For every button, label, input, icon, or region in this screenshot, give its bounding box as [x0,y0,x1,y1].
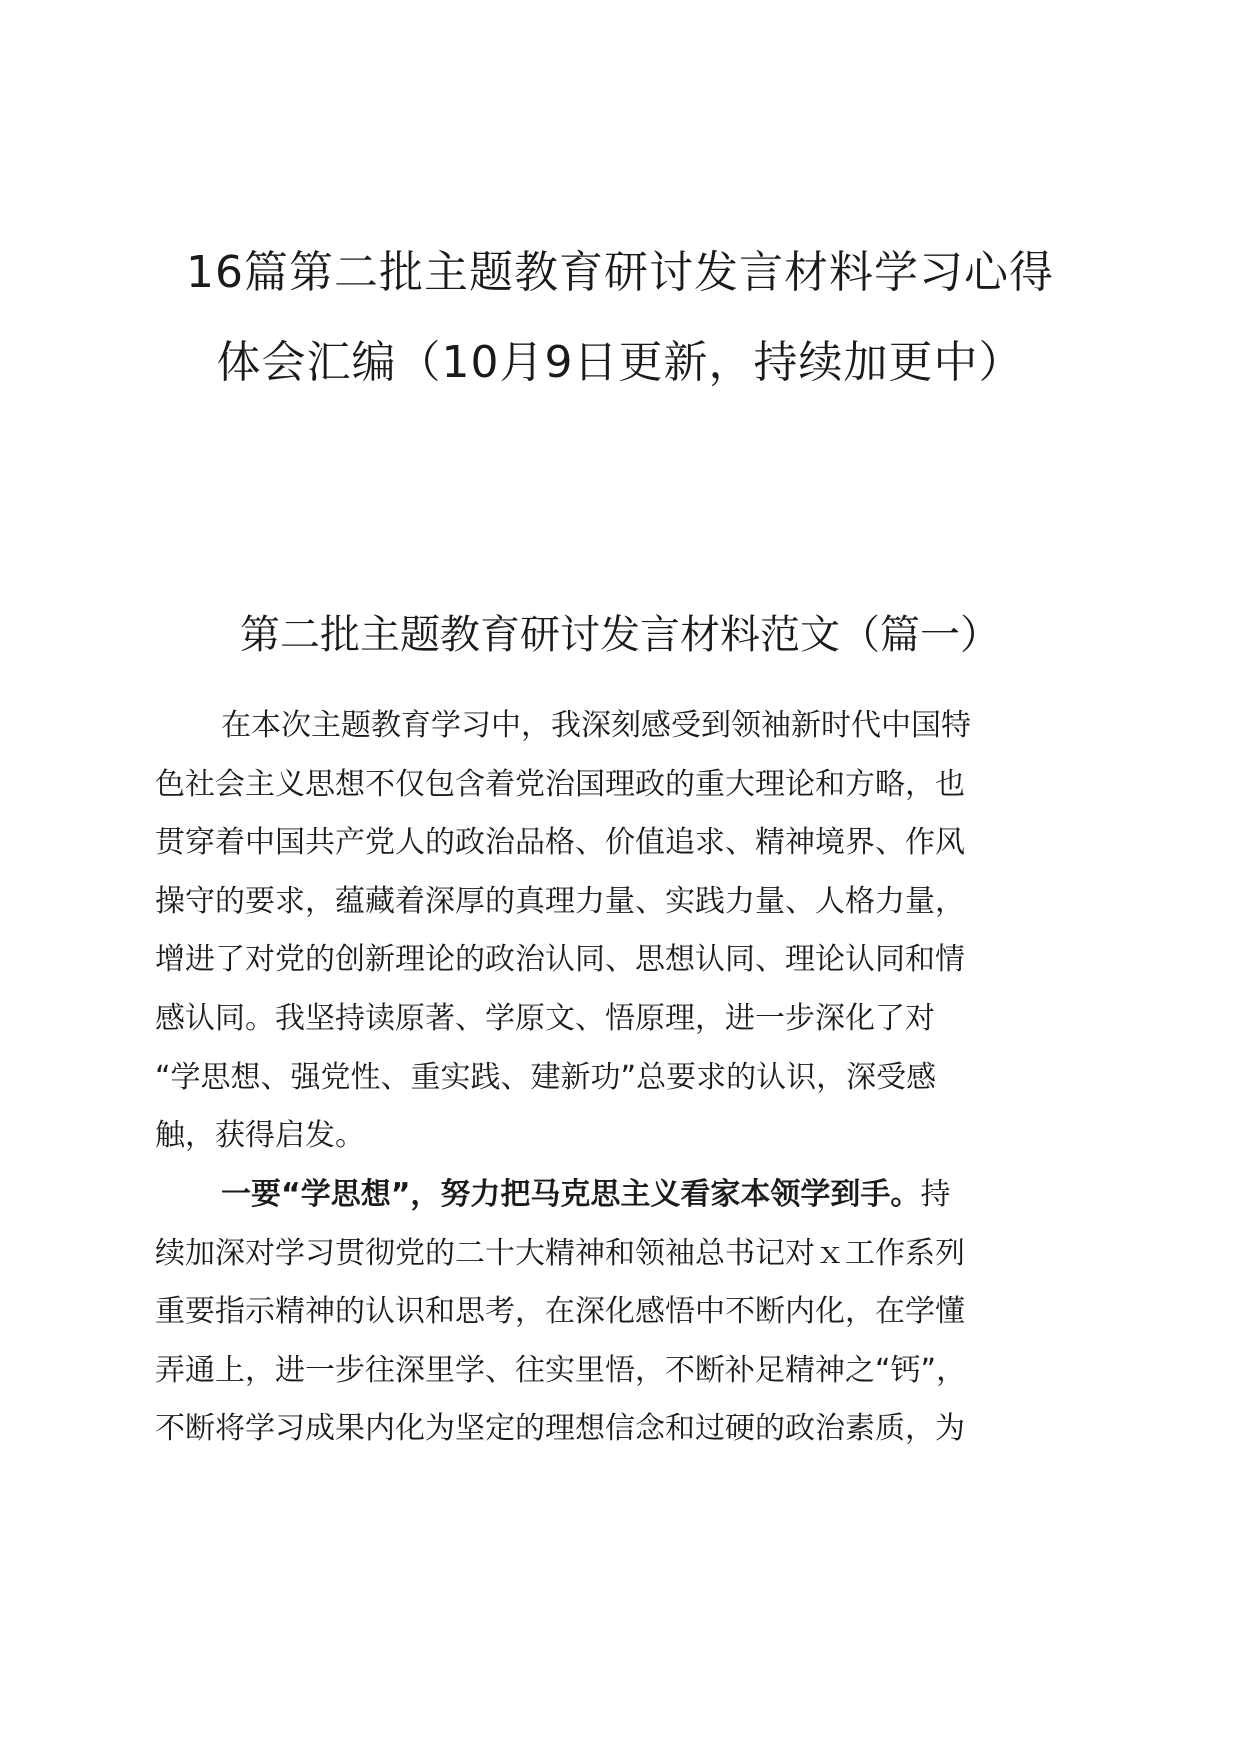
section-heading: 第二批主题教育研讨发言材料范文（篇一） [240,612,1000,658]
paragraph-1-line: 贯穿着中国共产党人的政治品格、价值追求、精神境界、作风 [155,825,965,861]
paragraph-2-line: 重要指示精神的认识和思考，在深化感悟中不断内化，在学懂 [155,1294,965,1330]
paragraph-2-bold-lead: 一要“学思想”，努力把马克思主义看家本领学到手。 [221,1177,921,1212]
paragraph-1-line: 触，获得启发。 [155,1118,365,1154]
paragraph-2-first-line [155,1166,1070,1225]
paragraph-2-first-line-rest: 持 [920,1177,951,1212]
paragraph-2-line: 不断将学习成果内化为坚定的理想信念和过硬的政治素质，为 [155,1411,965,1447]
paragraph-1 [155,697,1070,1166]
paragraph-1-line: “学思想、强党性、重实践、建新功”总要求的认识，深受感 [155,1059,937,1095]
paragraph-1-line: 感认同。我坚持读原著、学原文、悟原理，进一步深化了对 [155,1000,935,1036]
paragraph-2-line: 续加深对学习贯彻党的二十大精神和领袖总书记对ｘ工作系列 [155,1235,965,1271]
paragraph-1-line: 操守的要求，蕴藏着深厚的真理力量、实践力量、人格力量， [155,883,965,919]
paragraph-2-line: 弄通上，进一步往深里学、往实里悟，不断补足精神之“钙”， [155,1352,967,1388]
paragraph-1-line: 在本次主题教育学习中，我深刻感受到领袖新时代中国特 [221,708,971,743]
paragraph-1-line: 增进了对党的创新理论的政治认同、思想认同、理论认同和情 [155,942,965,978]
paragraph-1-line: 色社会主义思想不仅包含着党治国理政的重大理论和方略，也 [155,766,965,802]
document-title [100,228,1140,408]
document-title-line-1: 16篇第二批主题教育研讨发言材料学习心得 [186,247,1054,298]
document-title-line-2: 体会汇编（10月9日更新，持续加更中） [216,337,1024,388]
paragraph-2 [155,1166,1070,1459]
